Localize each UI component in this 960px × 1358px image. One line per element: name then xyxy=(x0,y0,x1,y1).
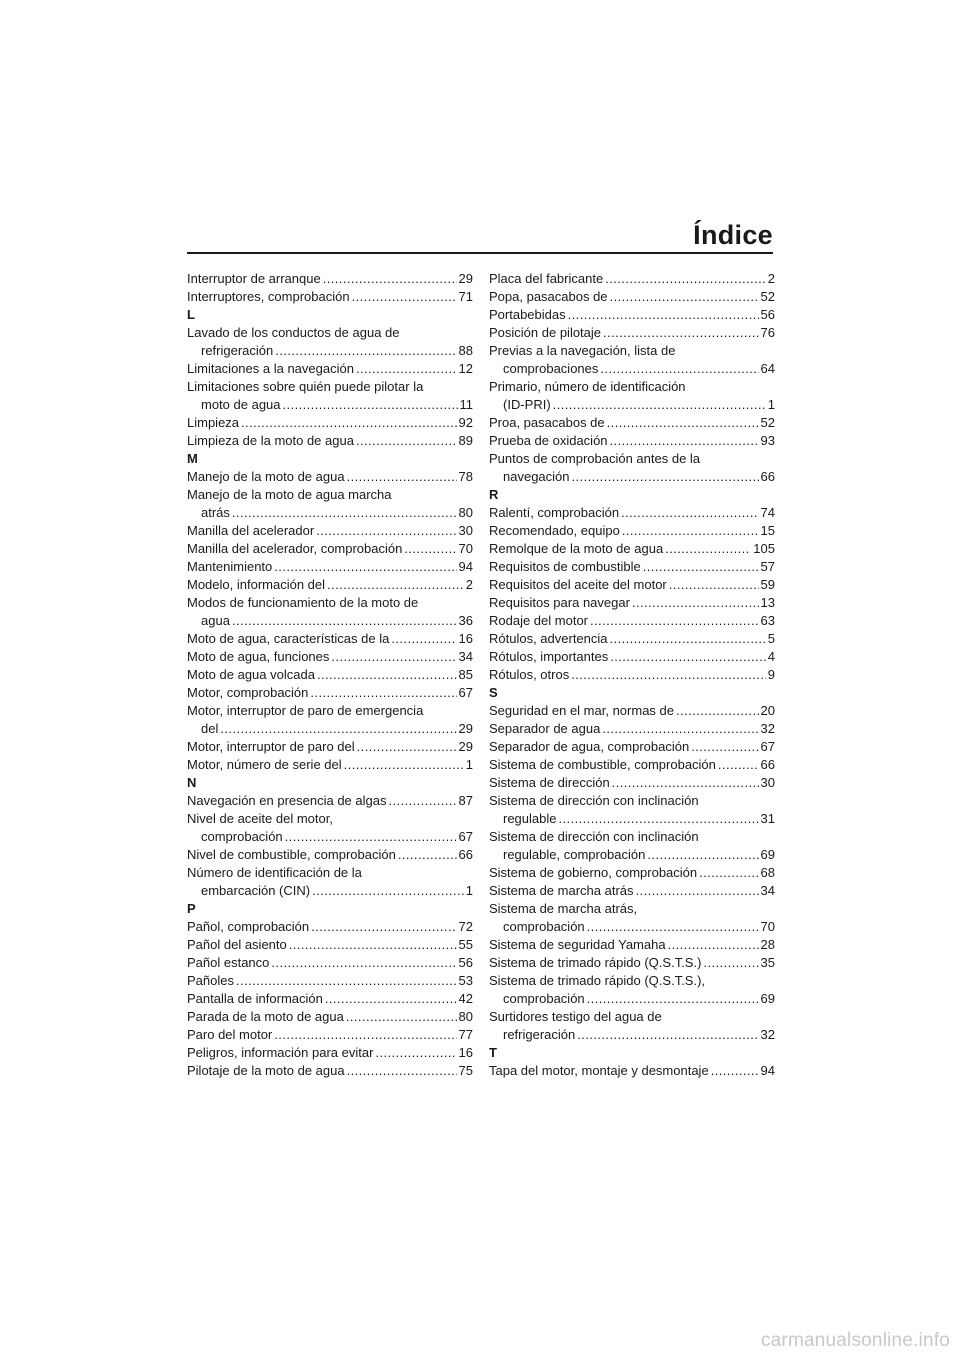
index-entry xyxy=(187,1026,473,1044)
index-entry-page: 34 xyxy=(458,649,473,664)
dot-leader xyxy=(312,882,464,900)
index-entry-text: comprobación xyxy=(503,919,585,934)
index-entry-text: Nivel de combustible, comprobación xyxy=(187,847,396,862)
index-entry-page: 75 xyxy=(458,1063,473,1078)
index-entry-text: Sistema de dirección xyxy=(489,775,610,790)
index-entry xyxy=(187,432,473,450)
index-entry-text: Pañol, comprobación xyxy=(187,919,310,934)
index-entry-line: Modos de funcionamiento de la moto de xyxy=(187,595,419,610)
index-entry-text: (ID-PRI) xyxy=(503,397,551,412)
index-entry-text: embarcación (CIN) xyxy=(201,883,311,898)
index-entry xyxy=(489,756,775,774)
index-entry xyxy=(187,720,473,738)
index-entry-text: Ralentí, comprobación xyxy=(489,505,620,520)
section-letter: T xyxy=(489,1045,497,1060)
index-entry-page: 94 xyxy=(458,559,473,574)
index-entry xyxy=(489,360,775,378)
index-entry-text: Paro del motor xyxy=(187,1027,273,1042)
index-entry xyxy=(187,1062,473,1080)
index-entry xyxy=(187,648,473,666)
dot-leader xyxy=(610,648,766,666)
index-entry-page: 63 xyxy=(760,613,775,628)
dot-leader xyxy=(220,720,456,738)
index-entry-page: 30 xyxy=(760,775,775,790)
index-entry-page: 56 xyxy=(760,307,775,322)
dot-leader xyxy=(568,306,759,324)
index-entry-page: 34 xyxy=(760,883,775,898)
index-entry-text: Limitaciones a la navegación xyxy=(187,361,354,376)
dot-leader xyxy=(572,468,759,486)
index-entry-text: Placa del fabricante xyxy=(489,271,604,286)
index-entry-page: 74 xyxy=(760,505,775,520)
index-entry-page: 32 xyxy=(760,721,775,736)
index-entry xyxy=(187,666,473,684)
index-entry-text: Pañol estanco xyxy=(187,955,270,970)
dot-leader xyxy=(571,666,766,684)
index-entry-page: 36 xyxy=(458,613,473,628)
index-entry xyxy=(187,918,473,936)
index-entry-text: Remolque de la moto de agua xyxy=(489,541,664,556)
index-entry-page: 67 xyxy=(760,739,775,754)
dot-leader xyxy=(607,414,759,432)
dot-leader xyxy=(610,432,759,450)
index-entry xyxy=(489,846,775,864)
index-entry-text: comprobación xyxy=(201,829,283,844)
dot-leader xyxy=(357,738,457,756)
index-entry-page: 2 xyxy=(767,271,775,286)
index-entry-text: Rodaje del motor xyxy=(489,613,588,628)
dot-leader xyxy=(647,846,758,864)
index-entry-text: Manilla del acelerador xyxy=(187,523,315,538)
index-entry-page: 89 xyxy=(458,433,473,448)
dot-leader xyxy=(665,540,751,558)
dot-leader xyxy=(612,774,759,792)
dot-leader xyxy=(711,1062,759,1080)
index-entry-text: Interruptor de arranque xyxy=(187,271,321,286)
index-entry xyxy=(489,882,775,900)
index-entry xyxy=(187,342,473,360)
index-entry-page: 66 xyxy=(760,757,775,772)
index-entry xyxy=(489,666,775,684)
index-entry-page: 52 xyxy=(760,289,775,304)
dot-leader xyxy=(404,540,456,558)
index-entry xyxy=(187,612,473,630)
index-entry-page: 76 xyxy=(760,325,775,340)
index-entry-page: 53 xyxy=(458,973,473,988)
section-letter: P xyxy=(187,901,196,916)
index-entry xyxy=(489,612,775,630)
dot-leader xyxy=(603,324,759,342)
dot-leader xyxy=(327,576,464,594)
index-entry-page: 2 xyxy=(465,577,473,592)
dot-leader xyxy=(676,702,759,720)
index-entry-text: moto de agua xyxy=(201,397,281,412)
section-letter: N xyxy=(187,775,197,790)
index-entry-line: Sistema de marcha atrás, xyxy=(489,901,638,916)
index-entry-page: 78 xyxy=(458,469,473,484)
index-entry xyxy=(187,882,473,900)
index-entry-text: Manilla del acelerador, comprobación xyxy=(187,541,403,556)
index-entry-text: Limpieza xyxy=(187,415,240,430)
dot-leader xyxy=(274,558,456,576)
index-entry-text: Recomendado, equipo xyxy=(489,523,620,538)
index-entry xyxy=(489,918,775,936)
page-title: Índice xyxy=(693,220,773,250)
index-entry-text: Modelo, información del xyxy=(187,577,326,592)
index-entry-page: 42 xyxy=(458,991,473,1006)
dot-leader xyxy=(275,342,456,360)
index-entry-page: 20 xyxy=(760,703,775,718)
index-entry-page: 69 xyxy=(760,847,775,862)
dot-leader xyxy=(356,360,457,378)
index-entry-text: Pañol del asiento xyxy=(187,937,287,952)
index-entry-page: 1 xyxy=(465,883,473,898)
index-entry xyxy=(489,774,775,792)
dot-leader xyxy=(344,756,464,774)
index-entry-line: Surtidores testigo del agua de xyxy=(489,1009,662,1024)
index-entry-page: 16 xyxy=(458,1045,473,1060)
index-entry xyxy=(489,270,775,288)
index-entry-text: Requisitos del aceite del motor xyxy=(489,577,667,592)
watermark: carmanualsonline.info xyxy=(760,1330,950,1351)
dot-leader xyxy=(323,270,457,288)
index-entry xyxy=(489,522,775,540)
dot-leader xyxy=(643,558,759,576)
dot-leader xyxy=(289,936,457,954)
index-entry-text: Sistema de gobierno, comprobación xyxy=(489,865,698,880)
dot-leader xyxy=(587,918,759,936)
index-entry-page: 16 xyxy=(458,631,473,646)
dot-leader xyxy=(241,414,457,432)
dot-leader xyxy=(668,936,759,954)
dot-leader xyxy=(311,918,456,936)
dot-leader xyxy=(391,630,456,648)
index-entry-text: Rótulos, importantes xyxy=(489,649,609,664)
index-entry-page: 88 xyxy=(458,343,473,358)
index-entry-text: Moto de agua volcada xyxy=(187,667,315,682)
index-entry-page: 85 xyxy=(458,667,473,682)
dot-leader xyxy=(316,522,456,540)
index-entry xyxy=(489,288,775,306)
index-entry-text: Motor, número de serie del xyxy=(187,757,342,772)
index-entry-text: Motor, interruptor de paro del xyxy=(187,739,355,754)
index-entry-page: 87 xyxy=(458,793,473,808)
index-entry-text: regulable, comprobación xyxy=(503,847,646,862)
dot-leader xyxy=(285,828,457,846)
dot-leader xyxy=(602,720,758,738)
index-entry-page: 80 xyxy=(458,1009,473,1024)
index-entry xyxy=(187,288,473,306)
dot-leader xyxy=(718,756,759,774)
index-entry xyxy=(489,720,775,738)
index-entry-line: Nivel de aceite del motor, xyxy=(187,811,333,826)
index-entry xyxy=(489,936,775,954)
index-entry-page: 13 xyxy=(760,595,775,610)
index-entry-page: 67 xyxy=(458,829,473,844)
index-entry-line: Número de identificación de la xyxy=(187,865,362,880)
index-entry-line: Motor, interruptor de paro de emergencia xyxy=(187,703,424,718)
index-entry xyxy=(489,864,775,882)
index-entry-text: Manejo de la moto de agua xyxy=(187,469,345,484)
index-column-left xyxy=(187,270,473,1080)
dot-leader xyxy=(310,684,456,702)
index-entry xyxy=(187,630,473,648)
index-entry xyxy=(489,954,775,972)
index-entry-page: 11 xyxy=(459,397,473,412)
index-entry-text: Moto de agua, características de la xyxy=(187,631,390,646)
index-entry-page: 92 xyxy=(458,415,473,430)
index-entry xyxy=(489,540,775,558)
index-entry xyxy=(187,954,473,972)
index-entry xyxy=(489,504,775,522)
dot-leader xyxy=(559,810,759,828)
index-entry-text: Sistema de marcha atrás xyxy=(489,883,634,898)
index-entry-page: 29 xyxy=(458,721,473,736)
dot-leader xyxy=(398,846,457,864)
index-entry-page: 105 xyxy=(753,541,775,556)
index-entry-line: Sistema de dirección con inclinación xyxy=(489,793,699,808)
index-entry-page: 35 xyxy=(760,955,775,970)
dot-leader xyxy=(587,990,759,1008)
section-letter: S xyxy=(489,685,498,700)
index-entry-text: Limpieza de la moto de agua xyxy=(187,433,354,448)
index-entry xyxy=(187,936,473,954)
index-entry-text: Pantalla de información xyxy=(187,991,323,1006)
index-entry xyxy=(489,324,775,342)
index-entry-page: 70 xyxy=(458,541,473,556)
dot-leader xyxy=(699,864,758,882)
index-entry xyxy=(489,306,775,324)
dot-leader xyxy=(375,1044,456,1062)
index-entry xyxy=(489,630,775,648)
index-entry-page: 55 xyxy=(458,937,473,952)
index-entry-text: Moto de agua, funciones xyxy=(187,649,330,664)
index-entry-text: Requisitos para navegar xyxy=(489,595,630,610)
index-entry-text: Sistema de seguridad Yamaha xyxy=(489,937,666,952)
index-entry-text: Separador de agua, comprobación xyxy=(489,739,690,754)
index-entry-text: del xyxy=(201,721,219,736)
index-entry xyxy=(187,558,473,576)
index-entry-line: Lavado de los conductos de agua de xyxy=(187,325,400,340)
dot-leader xyxy=(271,954,456,972)
index-entry xyxy=(187,738,473,756)
index-entry-line: Sistema de trimado rápido (Q.S.T.S.), xyxy=(489,973,706,988)
index-entry-line: Primario, número de identificación xyxy=(489,379,686,394)
index-entry-text: Pilotaje de la moto de agua xyxy=(187,1063,345,1078)
index-entry-page: 68 xyxy=(760,865,775,880)
index-entry-page: 94 xyxy=(760,1063,775,1078)
index-entry-text: Sistema de trimado rápido (Q.S.T.S.) xyxy=(489,955,702,970)
index-entry-page: 5 xyxy=(767,631,775,646)
index-entry-text: Motor, comprobación xyxy=(187,685,309,700)
dot-leader xyxy=(622,522,759,540)
index-entry-page: 71 xyxy=(458,289,473,304)
index-entry-text: refrigeración xyxy=(201,343,274,358)
index-entry-page: 77 xyxy=(458,1027,473,1042)
dot-leader xyxy=(232,612,457,630)
index-entry-page: 70 xyxy=(760,919,775,934)
dot-leader xyxy=(610,288,759,306)
dot-leader xyxy=(356,432,457,450)
index-entry-text: comprobación xyxy=(503,991,585,1006)
index-entry-text: Prueba de oxidación xyxy=(489,433,608,448)
dot-leader xyxy=(388,792,456,810)
dot-leader xyxy=(331,648,456,666)
index-entry-text: Rótulos, advertencia xyxy=(489,631,608,646)
dot-leader xyxy=(691,738,758,756)
index-entry-line: Sistema de dirección con inclinación xyxy=(489,829,699,844)
index-entry-page: 64 xyxy=(760,361,775,376)
index-entry xyxy=(187,504,473,522)
index-entry-text: Requisitos de combustible xyxy=(489,559,641,574)
index-entry xyxy=(489,648,775,666)
index-entry-text: refrigeración xyxy=(503,1027,576,1042)
index-entry xyxy=(489,738,775,756)
dot-leader xyxy=(553,396,766,414)
index-entry-line: Puntos de comprobación antes de la xyxy=(489,451,701,466)
index-entry-page: 57 xyxy=(760,559,775,574)
index-entry-page: 69 xyxy=(760,991,775,1006)
index-entry-text: Popa, pasacabos de xyxy=(489,289,608,304)
index-entry-text: Posición de pilotaje xyxy=(489,325,602,340)
index-entry-page: 52 xyxy=(760,415,775,430)
index-entry xyxy=(187,270,473,288)
index-entry xyxy=(489,558,775,576)
index-entry-page: 72 xyxy=(458,919,473,934)
index-entry xyxy=(187,990,473,1008)
index-entry xyxy=(187,756,473,774)
title-rule xyxy=(187,252,773,254)
index-entry-line: Limitaciones sobre quién puede pilotar la xyxy=(187,379,424,394)
index-entry-text: Parada de la moto de agua xyxy=(187,1009,344,1024)
index-entry-page: 93 xyxy=(760,433,775,448)
index-entry xyxy=(187,576,473,594)
dot-leader xyxy=(605,270,766,288)
index-entry xyxy=(187,684,473,702)
dot-leader xyxy=(621,504,758,522)
index-entry xyxy=(187,1044,473,1062)
dot-leader xyxy=(274,1026,456,1044)
index-entry xyxy=(187,792,473,810)
index-entry-page: 56 xyxy=(458,955,473,970)
index-entry xyxy=(187,414,473,432)
index-entry-page: 1 xyxy=(767,397,775,412)
index-entry xyxy=(489,396,775,414)
dot-leader xyxy=(600,360,758,378)
index-entry-text: Interruptores, comprobación xyxy=(187,289,350,304)
index-entry-text: Portabebidas xyxy=(489,307,566,322)
index-entry-text: Sistema de combustible, comprobación xyxy=(489,757,716,772)
index-entry-page: 29 xyxy=(458,739,473,754)
index-entry-text: Navegación en presencia de algas xyxy=(187,793,387,808)
index-entry-page: 12 xyxy=(458,361,473,376)
index-entry xyxy=(187,1008,473,1026)
index-entry xyxy=(187,468,473,486)
index-entry-text: Separador de agua xyxy=(489,721,601,736)
index-entry xyxy=(489,594,775,612)
index-entry-text: Rótulos, otros xyxy=(489,667,570,682)
index-entry xyxy=(489,414,775,432)
index-entry-line: Manejo de la moto de agua marcha xyxy=(187,487,392,502)
dot-leader xyxy=(236,972,457,990)
index-entry xyxy=(187,846,473,864)
index-entry-page: 67 xyxy=(458,685,473,700)
index-entry-text: Peligros, información para evitar xyxy=(187,1045,374,1060)
index-entry-text: Mantenimiento xyxy=(187,559,273,574)
index-entry-page: 66 xyxy=(458,847,473,862)
dot-leader xyxy=(283,396,458,414)
dot-leader xyxy=(632,594,759,612)
index-entry xyxy=(187,360,473,378)
dot-leader xyxy=(347,1062,457,1080)
dot-leader xyxy=(636,882,759,900)
index-entry xyxy=(187,828,473,846)
index-entry-page: 32 xyxy=(760,1027,775,1042)
dot-leader xyxy=(347,468,457,486)
index-entry-page: 9 xyxy=(767,667,775,682)
index-entry xyxy=(187,522,473,540)
index-entry xyxy=(489,702,775,720)
index-entry-page: 31 xyxy=(760,811,775,826)
index-entry-text: Tapa del motor, montaje y desmontaje xyxy=(489,1063,709,1078)
index-entry-page: 1 xyxy=(465,757,473,772)
index-entry-text: atrás xyxy=(201,505,230,520)
index-entry xyxy=(489,432,775,450)
index-entry-text: navegación xyxy=(503,469,570,484)
section-letter: R xyxy=(489,487,499,502)
index-entry xyxy=(489,990,775,1008)
dot-leader xyxy=(325,990,457,1008)
index-entry-line: Previas a la navegación, lista de xyxy=(489,343,676,358)
dot-leader xyxy=(317,666,457,684)
index-entry-page: 4 xyxy=(767,649,775,664)
index-entry xyxy=(489,468,775,486)
index-entry-page: 30 xyxy=(458,523,473,538)
index-entry-page: 59 xyxy=(760,577,775,592)
index-entry-text: Proa, pasacabos de xyxy=(489,415,605,430)
dot-leader xyxy=(669,576,759,594)
index-column-right xyxy=(489,270,775,1080)
index-entry-text: Seguridad en el mar, normas de xyxy=(489,703,674,718)
index-entry xyxy=(489,1062,775,1080)
index-entry-text: regulable xyxy=(503,811,557,826)
index-entry xyxy=(489,810,775,828)
index-entry xyxy=(489,1026,775,1044)
index-entry-page: 29 xyxy=(458,271,473,286)
dot-leader xyxy=(577,1026,758,1044)
index-entry-text: comprobaciones xyxy=(503,361,599,376)
dot-leader xyxy=(610,630,766,648)
index-entry xyxy=(187,540,473,558)
dot-leader xyxy=(590,612,759,630)
index-entry-page: 80 xyxy=(458,505,473,520)
index-entry-page: 15 xyxy=(760,523,775,538)
index-entry xyxy=(489,576,775,594)
section-letter: M xyxy=(187,451,198,466)
dot-leader xyxy=(232,504,457,522)
index-entry xyxy=(187,396,473,414)
index-entry-page: 66 xyxy=(760,469,775,484)
section-letter: L xyxy=(187,307,195,322)
index-entry-text: agua xyxy=(201,613,230,628)
index-entry-page: 28 xyxy=(760,937,775,952)
dot-leader xyxy=(352,288,457,306)
dot-leader xyxy=(703,954,758,972)
index-entry-text: Pañoles xyxy=(187,973,234,988)
dot-leader xyxy=(346,1008,457,1026)
index-entry xyxy=(187,972,473,990)
